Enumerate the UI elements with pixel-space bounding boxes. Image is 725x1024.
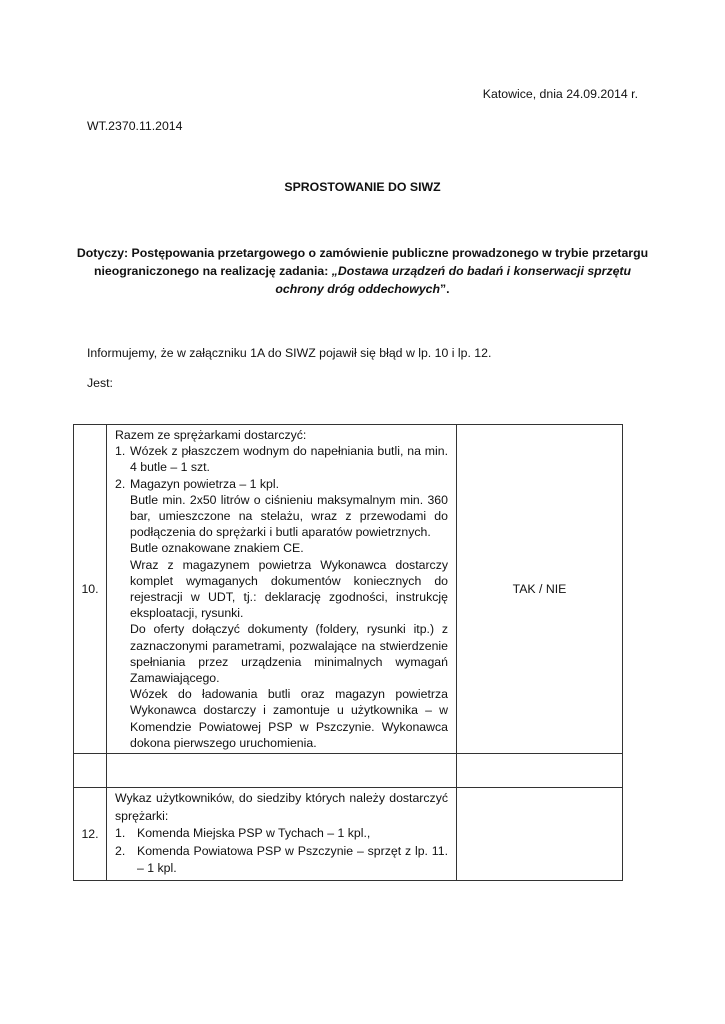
row-number: 10. — [74, 425, 107, 754]
subject-task-name: „Dostawa urządzeń do badań i konserwacji sprzętu ochrony dróg oddechowych — [275, 264, 632, 296]
list-item: 1. Wózek z płaszczem wodnym do napełniania butli, na min. 4 butle – 1 szt. — [115, 444, 448, 475]
specification-table — [73, 424, 623, 881]
info-paragraph: Informujemy, że w załączniku 1A do SIWZ pojawił się błąd w lp. 10 i lp. 12. — [87, 346, 492, 360]
row-number: 12. — [74, 788, 107, 881]
row-description — [107, 425, 457, 754]
paragraph: Butle min. 2x50 litrów o ciśnieniu maksymalnym min. 360 bar, umieszczone na stelażu, wraz z przewodami do podłączenia do sprężarki i butli aparatów powietrznych. — [130, 492, 448, 540]
empty-cell — [74, 754, 107, 788]
list-item: 2. Komenda Powiatowa PSP w Pszczynie – sprzęt z lp. 11. – 1 kpl. — [115, 843, 448, 876]
jest-label: Jest: — [87, 376, 113, 390]
place-date: Katowice, dnia 24.09.2014 r. — [482, 87, 638, 101]
row-description — [107, 788, 457, 881]
table-row-empty — [74, 754, 623, 788]
paragraph: Wraz z magazynem powietrza Wykonawca dostarczy komplet wymaganych dokumentów koniecznych do rejestracji w UDT, tj.: deklarację zgodności, instrukcję eksploatacji, rysunki. — [130, 557, 448, 621]
subject-line — [70, 244, 655, 298]
reference-number: WT.2370.11.2014 — [87, 119, 183, 133]
list-item: 2. Magazyn powietrza – 1 kpl. — [115, 476, 280, 491]
empty-cell — [107, 754, 457, 788]
table-row-10 — [74, 425, 623, 754]
list-item: 1. Komenda Miejska PSP w Tychach – 1 kpl., — [115, 826, 371, 841]
row-intro: Wykaz użytkowników, do siedziby których należy dostarczyć sprężarki: — [115, 791, 448, 823]
table-row-12 — [74, 788, 623, 881]
paragraph: Wózek do ładowania butli oraz magazyn powietrza Wykonawca dostarczy i zamontuje u użytkownika – w Komendzie Powiatowej PSP w Pszczynie. Wykonawca dokona pierwszego uruchomienia. — [130, 687, 448, 750]
paragraph: Butle oznakowane znakiem CE. — [130, 541, 304, 556]
row-intro: Razem ze sprężarkami dostarczyć: — [115, 428, 307, 442]
answer-cell — [457, 788, 623, 881]
document-title: SPROSTOWANIE DO SIWZ — [284, 180, 441, 194]
answer-cell: TAK / NIE — [457, 425, 623, 754]
paragraph: Do oferty dołączyć dokumenty (foldery, rysunki itp.) z zaznaczonymi parametrami, pozwalające na stwierdzenie spełniania przez urządzenia minimalnych wymagań Zamawiającego. — [130, 622, 448, 686]
subject-suffix: ”. — [440, 282, 450, 296]
subject-prefix: Dotyczy: Postępowania przetargowego o zamówienie publiczne prowadzonego w trybie przetargu nieograniczonego na realizację zadania: — [76, 246, 649, 278]
empty-cell — [457, 754, 623, 788]
